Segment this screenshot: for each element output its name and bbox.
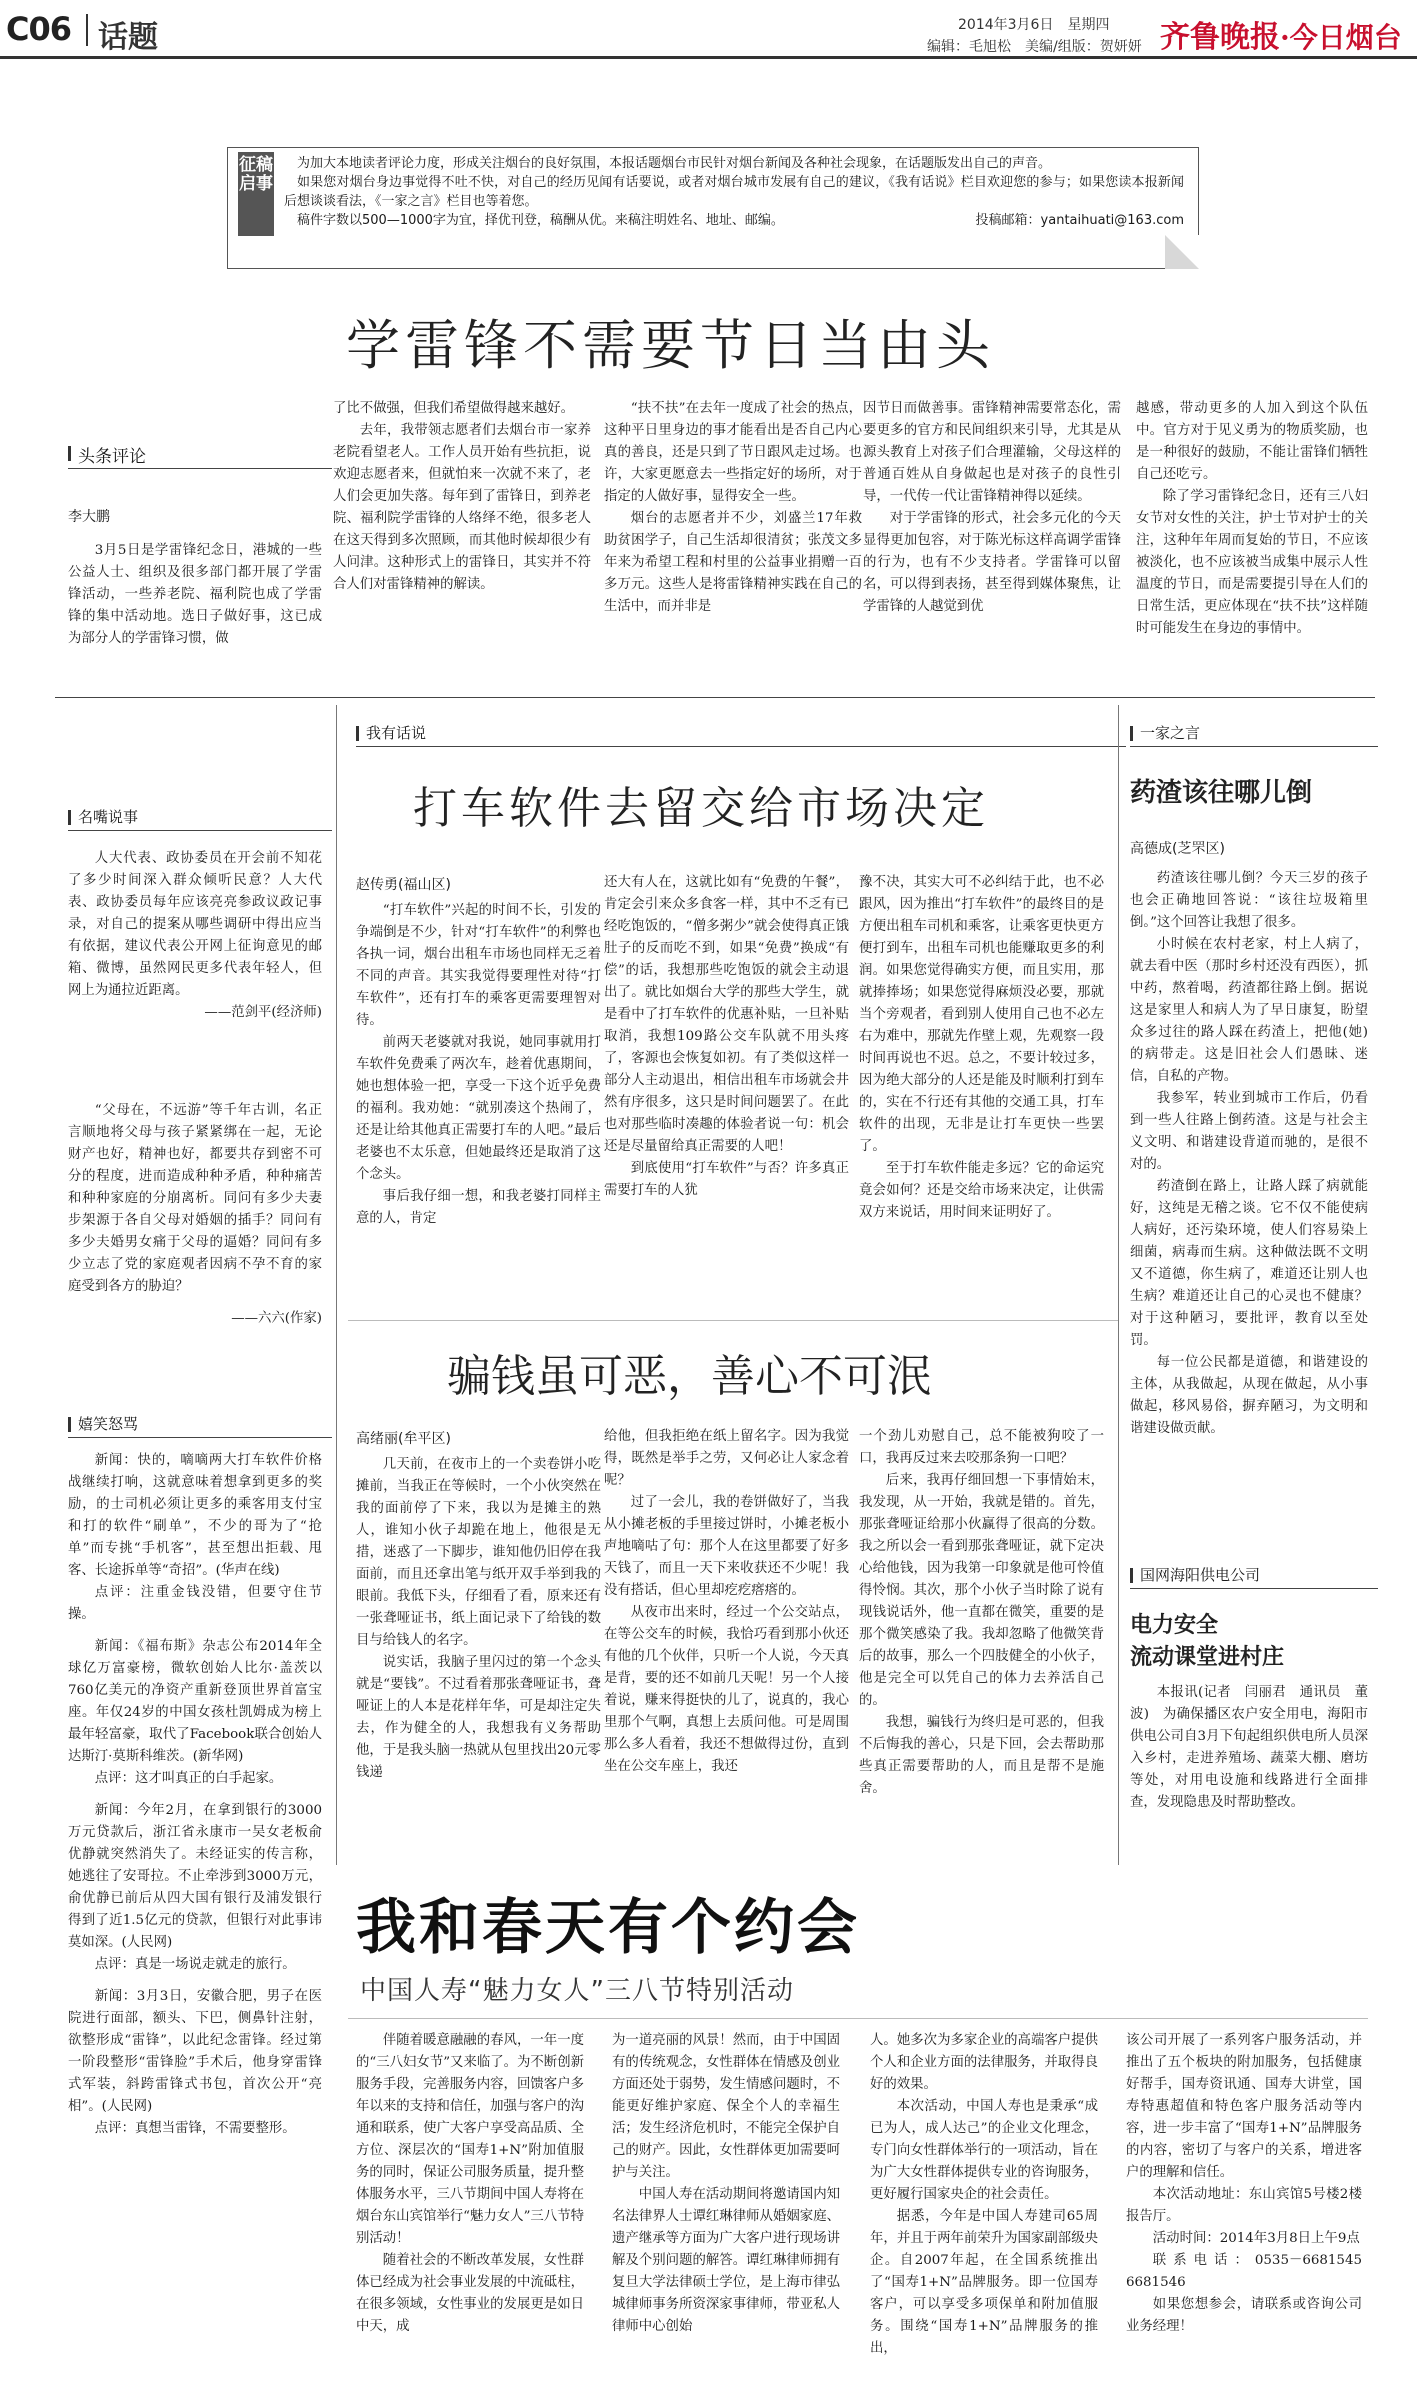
article2-col-1 bbox=[356, 900, 601, 1294]
article1-para: 越感，带动更多的人加入到这个队伍中。官方对于见义勇为的物质奖励，也是一种很好的鼓励，不能让雷锋们牺牲自己还吃亏。 bbox=[1136, 401, 1368, 482]
right-title-1: 药渣该往哪儿倒 bbox=[1130, 778, 1313, 808]
left-quote-1 bbox=[68, 848, 322, 1090]
ad-para: 为一道亮丽的风景！然而，由于中国固有的传统观念，女性群体在情感及创业方面还处于弱势，发生情感问题时，不能更好维护家庭、保全个人的幸福生活；发生经济危机时，不能完全保护自己的财产。因此，女性群体更加需要呵护与关注。 bbox=[612, 2033, 840, 2180]
news-comment: 点评：注重金钱没错，但要守住节操。 bbox=[68, 1585, 322, 1622]
right-author-1: 高德成(芝罘区) bbox=[1130, 841, 1225, 857]
ad-col-2 bbox=[612, 2030, 840, 2380]
article1-column-text: 头条评论 bbox=[78, 447, 146, 467]
news-item: 新闻：3月3日，安徽合肥，男子在医院进行面部，额头、下巴，侧鼻针注射，欲整形成“雷锋”，以此纪念雷锋。经过第一阶段整形“雷锋脸”手术后，他身穿雷锋式军装，斜跨雷锋式书包，首次公开“亮相”。(人民网) bbox=[68, 1989, 322, 2114]
page-code: C06 bbox=[6, 10, 72, 48]
ad-para: 伴随着暖意融融的春风，一年一度的“三八妇女节”又来临了。为不断创新服务手段，完善服务内容，回馈客户多年以来的支持和信任，加强与客户的沟通和联系，使广大客户享受高品质、全方位、深层次的“国寿1+N”附加值服务的同时，保证公司服务质量，提升整体服务水平，三八节期间中国人寿将在烟台东山宾馆举行“魅力女人”三八节特别活动！ bbox=[356, 2033, 584, 2246]
article1-para: “扶不扶”在去年一度成了社会的热点，这种平日里身边的事才能看出是否自己内心真的善良，还是只到了节日跟风走过场。也许，大家更愿意去一些指定好的场所，对于指定的人做好事，显得安全一些。 bbox=[604, 401, 862, 504]
left-sidebar-rule bbox=[336, 705, 337, 1865]
news-item: 新闻：今年2月，在拿到银行的3000万元贷款后，浙江省永康市一吴女老板俞优静就突然消失了。未经证实的传言称，她逃往了安哥拉。不止牵涉到3000万元，俞优静已前后从四大国有银行及浦发银行得到了近1.5亿元的贷款，但银行对此事讳莫如深。(人民网) bbox=[68, 1803, 322, 1950]
left-label-1-text: 名嘴说事 bbox=[78, 808, 139, 826]
article2-para: 还大有人在，这就比如有“免费的午餐”，肯定会引来众多食客一样，其中不乏有已经吃饱饭的，“僧多粥少”就会使得真正饿肚子的反而吃不到，如果“免费”换成“有偿”的话，我想那些吃饱饭的就会主动退出了。就比如烟台大学的那些大学生，就是看中了打车软件的优惠补贴，一旦补贴取消，我想109路公交车队就不用头疼了，客源也会恢复如初。有了类似这样一部分人主动退出，相信出租车市场就会井然有序很多，这只是时间问题罢了。在此也对那些临时凑趣的体验者说一句：机会还是尽量留给真正需要的人吧！ bbox=[604, 875, 849, 1154]
article2-title: 打车软件去留交给市场决定 bbox=[413, 783, 989, 834]
brand-logo bbox=[1160, 12, 1402, 56]
right-body-1 bbox=[1130, 868, 1368, 1458]
article3-para: 说实话，我脑子里闪过的第一个念头就是“要钱”。不过看着那张聋哑证书，聋哑证上的人本是花样年华，可是却注定失去，作为健全的人，我想我有义务帮助他，于是我头脑一热就从包里找出20元零钱递 bbox=[356, 1655, 601, 1780]
left-quote-2-text: “父母在，不远游”等千年古训，名正言顺地将父母与孩子紧紧绑在一起，无论财产也好，精神也好，都要共存到密不可分的程度，进而造成种种矛盾，种种痛苦和种种家庭的分崩离析。同问有多少夫妻步架源于各自父母对婚姻的插手？同问有多少夫婚男女痛于父母的逼婚？同问有多少立志了党的家庭观者因病不孕不育的家庭受到各方的胁迫？ bbox=[68, 1103, 322, 1294]
notice-line-1: 为加大本地读者评论力度，形成关注烟台的良好氛围，本报话题烟台市民针对烟台新闻及各种社会现象，在话题版发出自己的声音。 bbox=[297, 156, 1052, 171]
ad-subtitle: 中国人寿“魅力女人”三八节特别活动 bbox=[360, 1976, 794, 2006]
right-para: 小时候在农村老家，村上人病了，就去看中医（那时乡村还没有西医），抓中药，熬着喝，药渣都往路上倒。据说这是家里人和病人为了早日康复，盼望众多过往的路人踩在药渣上，把他(她)的病带走。这是旧社会人们愚昧、迷信，自私的产物。 bbox=[1130, 937, 1368, 1084]
article1-col-2 bbox=[333, 398, 591, 680]
left-quote-2 bbox=[68, 1100, 322, 1376]
article2-para: 前两天老婆就对我说，她同事就用打车软件免费乘了两次车，趁着优惠期间，她也想体验一把，享受一下这个近乎免费的福利。我劝她：“就别凑这个热闹了，还是让给其他真正需要打车的人吧。”最后老婆也不太乐意，但她最终还是取消了这个念头。 bbox=[356, 1035, 601, 1182]
ad-para: 本次活动地址：东山宾馆5号楼2楼报告厅。 bbox=[1126, 2187, 1362, 2224]
left-quote-1-text: 人大代表、政协委员在开会前不知花了多少时间深入群众倾听民意？人大代表、政协委员每年应该亮亮参政议政记事录，对自己的提案从哪些调研中得出应当有依据，建议代表公开网上征询意见的邮箱、微博，虽然网民更多代表年轻人，但网上为通拉近距离。 bbox=[68, 851, 322, 998]
article2-col-2 bbox=[604, 872, 849, 1294]
header-rule bbox=[0, 56, 1417, 59]
right-para: 药渣该往哪儿倒？今天三岁的孩子也会正确地回答说：“该往垃圾箱里倒。”这个回答让我想了很多。 bbox=[1130, 871, 1368, 930]
ad-top-rule bbox=[348, 2018, 1368, 2019]
right-sidebar-rule bbox=[1118, 705, 1119, 1865]
article2-author: 赵传勇(福山区) bbox=[356, 877, 451, 893]
article1-para: 3月5日是学雷锋纪念日，港城的一些公益人士、组织及很多部门都开展了学雷锋活动，一些养老院、福利院也成了学雷锋的集中活动地。选日子做好事，这已成为部分人的学雷锋习惯，做 bbox=[68, 543, 322, 646]
notice-email: 投稿邮箱：yantaihuati@163.com bbox=[975, 213, 1184, 228]
right-para: 每一位公民都是道德，和谐建设的主体，从我做起，从现在做起，从小事做起，移风易俗，摒弃陋习，为文明和谐建设做贡献。 bbox=[1130, 1355, 1368, 1436]
editor-line: 编辑：毛旭松 美编/组版：贺妍妍 bbox=[927, 39, 1142, 55]
article3-author: 高绪丽(牟平区) bbox=[356, 1431, 451, 1447]
right-title-2a: 电力安全 bbox=[1130, 1612, 1219, 1638]
article3-title: 骗钱虽可恶，善心不可泯 bbox=[447, 1351, 931, 1402]
article3-para: 后来，我再仔细回想一下事情始末，我发现，从一开始，我就是错的。首先，那张聋哑证给那小伙赢得了很高的分数。我之所以会一看到那张聋哑证，就下定决心给他钱，因为我第一印象就是他可怜值得怜悯。其次，那个小伙子当时除了说有现钱说话外，他一直都在微笑，重要的是那个微笑感染了我。我却忽略了他微笑背后的故事，那么一个四肢健全的小伙子，他是完全可以凭自己的体力去养活自己的。 bbox=[859, 1473, 1104, 1708]
article1-col-5 bbox=[1136, 398, 1368, 680]
article1-col-4 bbox=[863, 398, 1121, 680]
article1-para: 烟台的志愿者并不少，刘盛兰17年救助贫困学子，自己生活却很清贫；张茂文多年来为希望工程和村里的公益事业捐赠一百多万元。这些人是将雷锋精神实践在自己的生活中，而并非是 bbox=[604, 511, 862, 614]
ad-para: 人。她多次为多家企业的高端客户提供个人和企业方面的法律服务，并取得良好的效果。 bbox=[870, 2033, 1098, 2092]
article2-bottom-rule bbox=[348, 1320, 1118, 1321]
right-label-1-text: 一家之言 bbox=[1140, 724, 1201, 742]
article3-col-1 bbox=[356, 1454, 601, 1854]
article1-column-label bbox=[68, 442, 332, 469]
article1-title: 学雷锋不需要节日当由头 bbox=[346, 314, 995, 377]
ad-col-3 bbox=[870, 2030, 1098, 2380]
left-label-1 bbox=[68, 806, 332, 831]
article1-col-1 bbox=[68, 540, 322, 670]
article3-col-2 bbox=[604, 1426, 849, 1854]
ad-col-1 bbox=[356, 2030, 584, 2380]
article1-col-3 bbox=[604, 398, 862, 680]
article3-para: 从夜市出来时，经过一个公交站点，在等公交车的时候，我恰巧看到那小伙还有他的几个伙伴，只听一个人说，今天真是背，要的还不如前几天呢！另一个人接着说，赚来得挺快的儿了，说真的，我心里那个气啊，真想上去质问他。可是周围那么多人看着，我还不想做得过份，直到坐在公交车座上，我还 bbox=[604, 1605, 849, 1774]
ad-para: 活动时间：2014年3月8日上午9点 bbox=[1152, 2231, 1360, 2246]
article1-bottom-rule bbox=[55, 697, 1375, 698]
right-label-2 bbox=[1130, 1564, 1378, 1589]
left-label-2 bbox=[68, 1413, 332, 1438]
notice-line-3 bbox=[284, 211, 1184, 230]
ad-title: 我和春天有个约会 bbox=[356, 1893, 860, 1963]
article1-para: 因节日而做善事。雷锋精神需要常态化，需要更多的官方和民间组织来引导，尤其是从源头教育上对孩子们合理灌输，父母这样的普通百姓从自身做起也是对孩子的良性引导，一代传一代让雷锋精神得以延续。 bbox=[863, 401, 1121, 504]
ad-para: 中国人寿在活动期间将邀请国内知名法律界人士谭红琳律师从婚姻家庭、遗产继承等方面为广大客户进行现场讲解及个别问题的解答。谭红琳律师拥有复旦大学法律硕士学位，是上海市律弘城律师事务所资深家事律师，带亚私人律师中心创始 bbox=[612, 2187, 840, 2334]
right-label-1 bbox=[1130, 722, 1378, 747]
notice-label-text: 征稿启事 bbox=[239, 155, 273, 194]
article3-para: 一个劲儿劝慰自己，总不能被狗咬了一口，我再反过来去咬那条狗一口吧？ bbox=[859, 1429, 1104, 1466]
notice-label bbox=[238, 152, 274, 236]
notice-line-3-text: 稿件字数以500—1000字为宜，择优刊登，稿酬从优。来稿注明姓名、地址、邮编。 bbox=[297, 213, 778, 228]
article1-para: 了比不做强，但我们希望做得越来越好。 bbox=[333, 401, 575, 416]
brand-name: 齐鲁晚报 bbox=[1160, 20, 1280, 55]
article2-para: “打车软件”兴起的时间不长，引发的争端倒是不少，针对“打车软件”的利弊也各执一词，烟台出租车市场也同样无乏着不同的声音。其实我觉得要理性对待“打车软件”，还有打车的乘客更需要理智对待。 bbox=[356, 903, 601, 1028]
right-title-2b: 流动课堂进村庄 bbox=[1130, 1644, 1285, 1670]
date-line: 2014年3月6日 星期四 bbox=[958, 17, 1110, 33]
left-label-2-text: 嬉笑怒骂 bbox=[78, 1415, 139, 1433]
ad-para: 该公司开展了一系列客户服务活动，并推出了五个板块的附加服务，包括健康好帮手，国寿资讯通、国寿大讲堂，国寿特惠超值和特色客户服务活动等内容，进一步丰富了“国寿1+N”品牌服务的内容，密切了与客户的关系，增进客户的理解和信任。 bbox=[1126, 2033, 1362, 2180]
right-para-2: 本报讯(记者 闫丽君 通讯员 董波) 为确保播区农户安全用电，海阳市供电公司自3月下旬起组织供电所人员深入乡村，走进养殖场、蔬菜大棚、磨坊等处，对用电设施和线路进行全面排查，发现隐患及时帮助整改。 bbox=[1130, 1685, 1368, 1810]
right-para: 我参军，转业到城市工作后，仍看到一些人往路上倒药渣。这是与社会主义文明、和谐建设背道而驰的，是很不对的。 bbox=[1130, 1091, 1368, 1172]
news-comment: 点评：这才叫真正的白手起家。 bbox=[94, 1771, 283, 1786]
article2-para: 到底使用“打车软件”与否？许多真正需要打车的人犹 bbox=[604, 1161, 849, 1198]
left-news-list bbox=[68, 1450, 322, 2378]
ad-para: 联系电话：0535－6681545 6681546 bbox=[1126, 2253, 1376, 2290]
right-para: 药渣倒在路上，让路人踩了病就能好，这纯是无稽之谈。它不仅不能使病人病好，还污染环境，使人们容易染上细菌，病毒而生病。这种做法既不文明又不道德，你生病了，难道还让别人也生病？难道还让自己的心灵也不健康？对于这种陋习，要批评，教育以至处罚。 bbox=[1130, 1179, 1368, 1348]
ad-para: 如果您想参会，请联系或咨询公司业务经理！ bbox=[1126, 2297, 1362, 2334]
right-body-2 bbox=[1130, 1682, 1368, 1860]
article2-column-text: 我有话说 bbox=[366, 724, 427, 742]
ad-para: 据悉，今年是中国人寿建司65周年，并且于两年前荣升为国家副部级央企。自2007年起，在全国系统推出了“国寿1+N”品牌服务。即一位国寿客户，可以享受多项保单和附加值服务。围绕“国寿1+N”品牌服务的推出， bbox=[870, 2209, 1098, 2356]
news-comment: 点评：真想当雷锋，不需要整形。 bbox=[94, 2121, 296, 2136]
article3-para: 几天前，在夜市上的一个卖卷饼小吃摊前，当我正在等候时，一个小伙突然在我的面前停了下来，我以为是摊主的熟人，谁知小伙子却跪在地上，他很是无措，迷惑了一下脚步，谁知他仍旧停在我面前，而且还拿出笔与纸开双手举到我的眼前。我低下头，仔细看了看，原来还有一张聋哑证书，纸上面记录下了给钱的数目与给钱人的名字。 bbox=[356, 1457, 601, 1648]
ad-para: 随着社会的不断改革发展，女性群体已经成为社会事业发展的中流砥柱，在很多领域，女性事业的发展更是如日中天，成 bbox=[356, 2253, 584, 2334]
article3-col-3 bbox=[859, 1426, 1104, 1854]
article2-para: 至于打车软件能走多远？它的命运究竟会如何？还是交给市场来决定，让供需双方来说话，用时间来证明好了。 bbox=[859, 1161, 1104, 1220]
notice-line-2: 如果您对烟台身边事觉得不吐不快，对自己的经历见闻有话要说，或者对烟台城市发展有自己的建议，《我有话说》栏目欢迎您的参与；如果您读本报新闻后想谈谈看法，《一家之言》栏目也等着您。 bbox=[284, 175, 1184, 209]
news-item: 新闻：快的，嘀嘀两大打车软件价格战继续打响，这就意味着想拿到更多的奖励，的士司机必须让更多的乘客用支付宝和打的软件“刷单”，不少的哥为了“抢单”而专挑“手机客”，甚至想出拒载、甩客、长途拆单等“奇招”。(华声在线) bbox=[68, 1453, 322, 1578]
right-label-2-text: 国网海阳供电公司 bbox=[1140, 1566, 1261, 1584]
article1-author: 李大鹏 bbox=[68, 509, 110, 525]
article2-para: 事后我仔细一想，和我老婆打同样主意的人，肯定 bbox=[356, 1189, 601, 1226]
news-comment: 点评：真是一场说走就走的旅行。 bbox=[94, 1957, 296, 1972]
article3-para: 过了一会儿，我的卷饼做好了，当我从小摊老板的手里接过饼时，小摊老板小声地嘀咕了句：那个人在这里都要了好多天钱了，而且一天下来收获还不少呢！我没有搭话，但心里却疙疙瘩瘩的。 bbox=[604, 1495, 849, 1598]
page-header bbox=[0, 0, 1417, 62]
article1-para: 对于学雷锋的形式，社会多元化的今天显得更加包容，对于陈光标这样高调学雷锋的行为，也有不少支持者。学雷锋可以留名，可以得到表扬，甚至得到媒体聚焦，让学雷锋的人越觉到优 bbox=[863, 511, 1121, 614]
article3-para: 我想，骗钱行为终归是可恶的，但我不后悔我的善心，只是下回，会去帮助那些真正需要帮助的人，而且是帮不是施舍。 bbox=[859, 1715, 1104, 1796]
article1-para: 去年，我带领志愿者们去烟台市一家养老院看望老人。工作人员开始有些抗拒，说欢迎志愿者来，但就怕来一次就不来了，老人们会更加失落。每年到了雷锋日，到养老院、福利院学雷锋的人络绎不绝，很多老人在这天得到多次照顾，而其他时候却很少有人问津。这种形式上的雷锋日，其实并不符合人们对雷锋精神的解读。 bbox=[333, 423, 591, 592]
article1-para: 除了学习雷锋纪念日，还有三八妇女节对女性的关注，护士节对护士的关注，这种年年周而复始的节日，不应该被淡化，也不应该被当成集中展示人性温度的节日，而是需要提引导在人们的日常生活，更应体现在“扶不扶”这样随时可能发生在身边的事情中。 bbox=[1136, 489, 1368, 636]
ad-col-4 bbox=[1126, 2030, 1376, 2380]
brand-sub: ·今日烟台 bbox=[1280, 21, 1402, 54]
news-item: 新闻：《福布斯》杂志公布2014年全球亿万富豪榜，微软创始人比尔·盖茨以760亿美元的净资产重新登顶世界首富宝座。年仅24岁的中国女孩杜凯姆成为榜上最年轻富豪，取代了Facebook联合创始人达斯汀·莫斯科维茨。(新华网) bbox=[68, 1639, 322, 1764]
article2-col-3 bbox=[859, 872, 1104, 1294]
article3-para: 给他，但我拒绝在纸上留名字。因为我觉得，既然是举手之劳，又何必让人家念着呢？ bbox=[604, 1429, 849, 1488]
left-quote-2-source: ——六六(作家) bbox=[231, 1311, 322, 1326]
page-code-divider bbox=[86, 14, 88, 46]
section-name: 话题 bbox=[98, 20, 158, 55]
article2-column-label bbox=[356, 722, 1126, 747]
left-quote-1-source: ——范剑平(经济师) bbox=[204, 1005, 322, 1020]
ad-para: 本次活动，中国人寿也是秉承“成已为人，成人达己”的企业文化理念，专门向女性群体举行的一项活动，旨在为广大女性群体提供专业的咨询服务，更好履行国家央企的社会责任。 bbox=[870, 2099, 1098, 2202]
article2-para: 豫不决，其实大可不必纠结于此，也不必跟风，因为推出“打车软件”的最终目的是方便出租车司机和乘客，让乘客更快更方便打到车，出租车司机也能赚取更多的利润。如果您觉得确实方便，而且实用，那就捧捧场；如果您觉得麻烦没必要，那就当个旁观者，看到别人使用自己也不必左右为难中，那就先作壁上观，先观察一段时间再说也不迟。总之，不要计较过多，因为绝大部分的人还是能及时顺利打到车的，实在不行还有其他的交通工具，打车软件的出现，无非是让打车更快一些罢了。 bbox=[859, 875, 1104, 1154]
notice-text bbox=[284, 154, 1184, 262]
